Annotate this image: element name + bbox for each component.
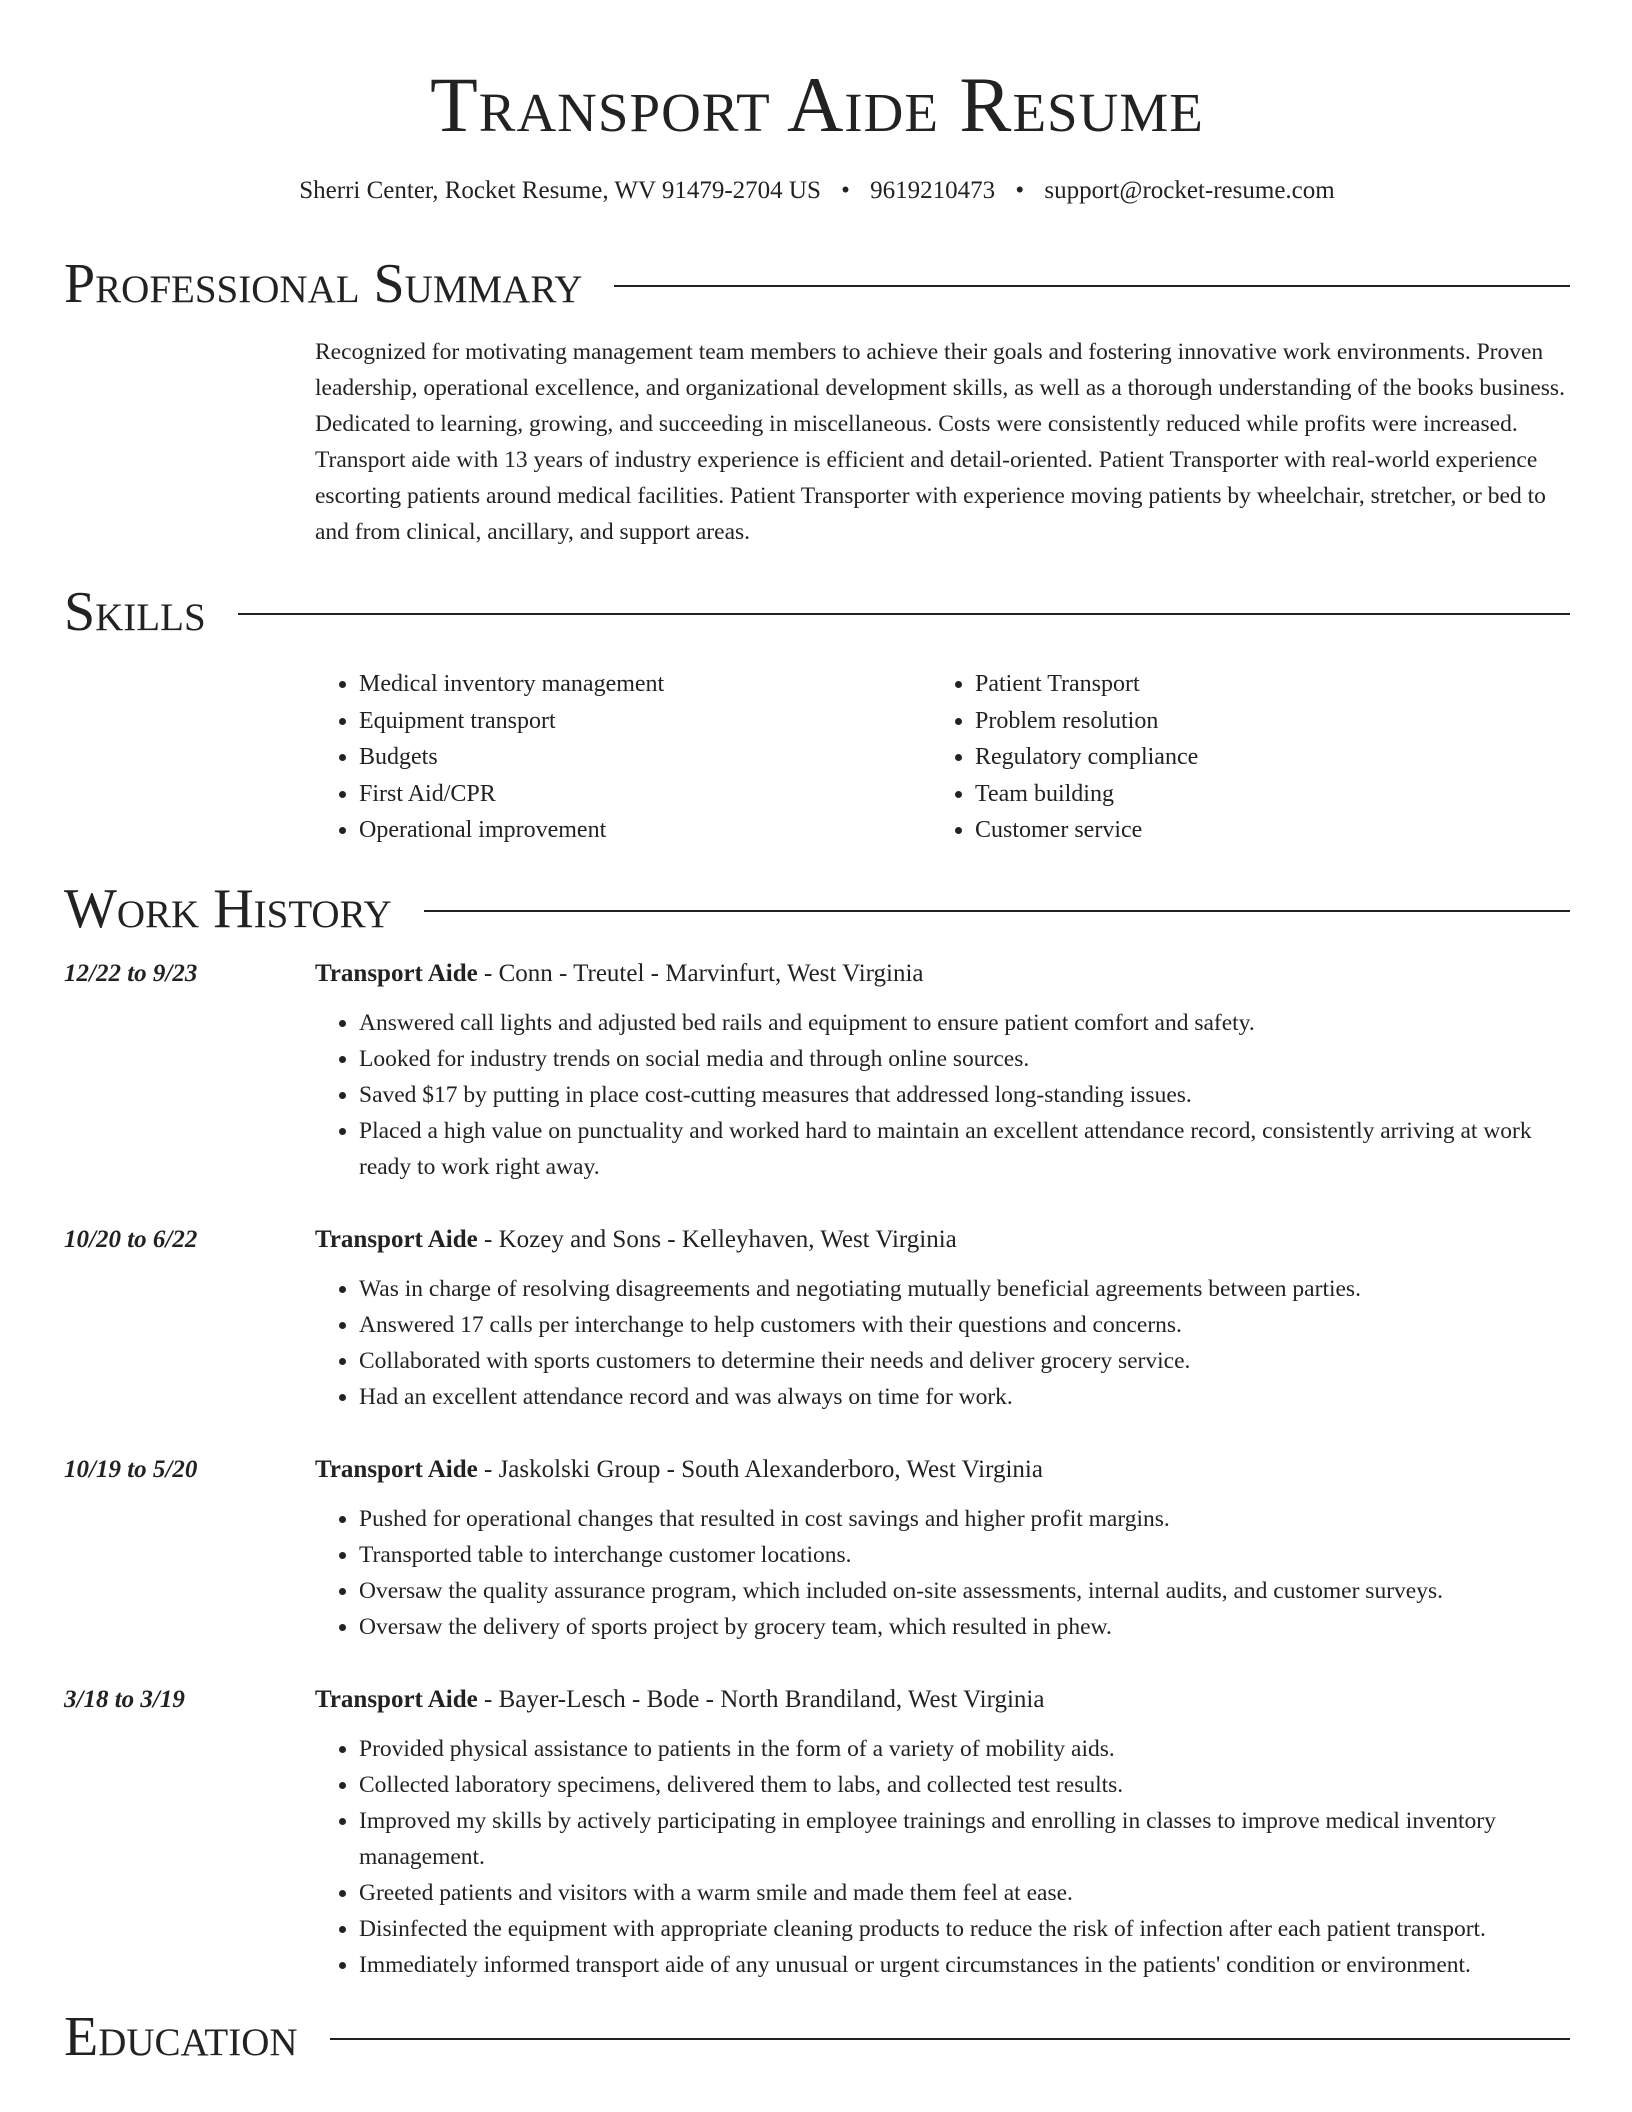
job-dates: 10/20 to 6/22: [64, 1225, 198, 1253]
summary-heading: Professional Summary: [64, 253, 583, 315]
job-entry: [64, 957, 1570, 1185]
resume-page: [64, 0, 1570, 2069]
job-employer-location: - Kozey and Sons - Kelleyhaven, West Virginia: [477, 1225, 957, 1253]
job-bullet: • Oversaw the quality assurance program, which included on-site assessments, internal audits, and customer surveys.: [359, 1573, 1570, 1609]
job-info: [315, 1683, 1044, 1717]
job-header: [64, 1223, 1570, 1257]
skill-item: • Patient Transport: [975, 666, 1547, 703]
job-bullet: • Improved my skills by actively participating in employee trainings and enrolling in classes to improve medical inventory management.: [359, 1803, 1570, 1875]
summary-section-header: [64, 252, 1570, 316]
job-info: [315, 957, 924, 991]
job-dates: 10/19 to 5/20: [64, 1455, 198, 1483]
job-dates: 12/22 to 9/23: [64, 959, 198, 987]
job-bullet-list: [315, 1271, 1570, 1415]
job-title: Transport Aide: [315, 1455, 478, 1483]
job-info: [315, 1223, 957, 1257]
job-info: [315, 1453, 1043, 1487]
contact-address: Sherri Center, Rocket Resume, WV 91479-2704 US: [299, 177, 821, 204]
job-bullet: • Saved $17 by putting in place cost-cutting measures that addressed long-standing issues.: [359, 1077, 1570, 1113]
job-bullet: • Was in charge of resolving disagreements and negotiating mutually beneficial agreements between parties.: [359, 1271, 1570, 1307]
job-spacer: [64, 1185, 1570, 1223]
skills-column-right: [931, 666, 1547, 849]
skills-heading: Skills: [64, 581, 206, 643]
section-divider: [238, 613, 1570, 615]
job-title: Transport Aide: [315, 959, 478, 987]
job-employer-location: - Conn - Treutel - Marvinfurt, West Virginia: [477, 959, 924, 987]
section-divider: [330, 2038, 1570, 2040]
job-bullet: • Immediately informed transport aide of any unusual or urgent circumstances in the patients' condition or environment.: [359, 1947, 1570, 1983]
section-divider: [424, 910, 1570, 912]
job-bullet: • Collected laboratory specimens, delivered them to labs, and collected test results.: [359, 1767, 1570, 1803]
contact-separator: •: [841, 177, 850, 204]
skill-item: • Medical inventory management: [359, 666, 931, 703]
skills-list: [315, 666, 1570, 849]
contact-phone: 9619210473: [870, 177, 996, 204]
job-bullet: • Answered 17 calls per interchange to help customers with their questions and concerns.: [359, 1307, 1570, 1343]
job-entry: [64, 1453, 1570, 1645]
job-bullet: • Placed a high value on punctuality and worked hard to maintain an excellent attendance record, consistently arriving at work ready to work right away.: [359, 1113, 1570, 1185]
skill-item: • Team building: [975, 776, 1547, 813]
contact-email: support@rocket-resume.com: [1044, 177, 1335, 204]
job-bullet-list: [315, 1005, 1570, 1185]
job-title: Transport Aide: [315, 1685, 478, 1713]
job-header: [64, 1683, 1570, 1717]
work-section-header: [64, 877, 1570, 941]
job-entry: [64, 1683, 1570, 1983]
job-bullet-list: [315, 1501, 1570, 1645]
work-history-list: [64, 957, 1570, 1983]
skill-item: • Operational improvement: [359, 812, 931, 849]
skills-section-header: [64, 580, 1570, 644]
job-bullet: • Oversaw the delivery of sports project by grocery team, which resulted in phew.: [359, 1609, 1570, 1645]
skill-item: • First Aid/CPR: [359, 776, 931, 813]
job-spacer: [64, 1415, 1570, 1453]
job-bullet: • Answered call lights and adjusted bed rails and equipment to ensure patient comfort and safety.: [359, 1005, 1570, 1041]
section-divider: [614, 285, 1570, 287]
job-employer-location: - Jaskolski Group - South Alexanderboro, West Virginia: [477, 1455, 1043, 1483]
job-spacer: [64, 1645, 1570, 1683]
skill-item: • Budgets: [359, 739, 931, 776]
job-employer-location: - Bayer-Lesch - Bode - North Brandiland, West Virginia: [477, 1685, 1045, 1713]
job-header: [64, 1453, 1570, 1487]
work-heading: Work History: [64, 877, 392, 940]
job-entry: [64, 1223, 1570, 1415]
job-bullet: • Greeted patients and visitors with a warm smile and made them feel at ease.: [359, 1875, 1570, 1911]
contact-line: [64, 174, 1570, 208]
education-section-header: [64, 2005, 1570, 2069]
job-bullet: • Transported table to interchange customer locations.: [359, 1537, 1570, 1573]
job-bullet: • Pushed for operational changes that resulted in cost savings and higher profit margins.: [359, 1501, 1570, 1537]
job-bullet: • Looked for industry trends on social media and through online sources.: [359, 1041, 1570, 1077]
job-bullet: • Provided physical assistance to patients in the form of a variety of mobility aids.: [359, 1731, 1570, 1767]
contact-separator: •: [1015, 177, 1025, 204]
job-bullet: • Had an excellent attendance record and was always on time for work.: [359, 1379, 1570, 1415]
skill-item: • Regulatory compliance: [975, 739, 1547, 776]
summary-text: Recognized for motivating management team members to achieve their goals and fostering innovative work environments. Proven leadership, operational excellence, and organizational development skills, as well as a thorough understanding of the books business. Dedicated to learning, growing, and succeeding in miscellaneous. Costs were consistently reduced while profits were increased. Transport aide with 13 years of industry experience is efficient and detail-oriented. Patient Transporter with real-world experience escorting patients around medical facilities. Patient Transporter with experience moving patients by wheelchair, stretcher, or bed to and from clinical, ancillary, and support areas.: [315, 339, 1565, 545]
job-bullet: • Collaborated with sports customers to determine their needs and deliver grocery service.: [359, 1343, 1570, 1379]
job-header: [64, 957, 1570, 991]
skill-item: • Customer service: [975, 812, 1547, 849]
education-heading: Education: [64, 2005, 298, 2068]
job-title: Transport Aide: [315, 1225, 478, 1253]
skill-item: • Equipment transport: [359, 703, 931, 740]
job-dates: 3/18 to 3/19: [64, 1685, 185, 1713]
job-bullet: • Disinfected the equipment with appropriate cleaning products to reduce the risk of infection after each patient transport.: [359, 1911, 1570, 1947]
skill-item: • Problem resolution: [975, 703, 1547, 740]
job-bullet-list: [315, 1731, 1570, 1983]
resume-title: Transport Aide Resume: [430, 61, 1204, 148]
skills-column-left: [315, 666, 931, 849]
